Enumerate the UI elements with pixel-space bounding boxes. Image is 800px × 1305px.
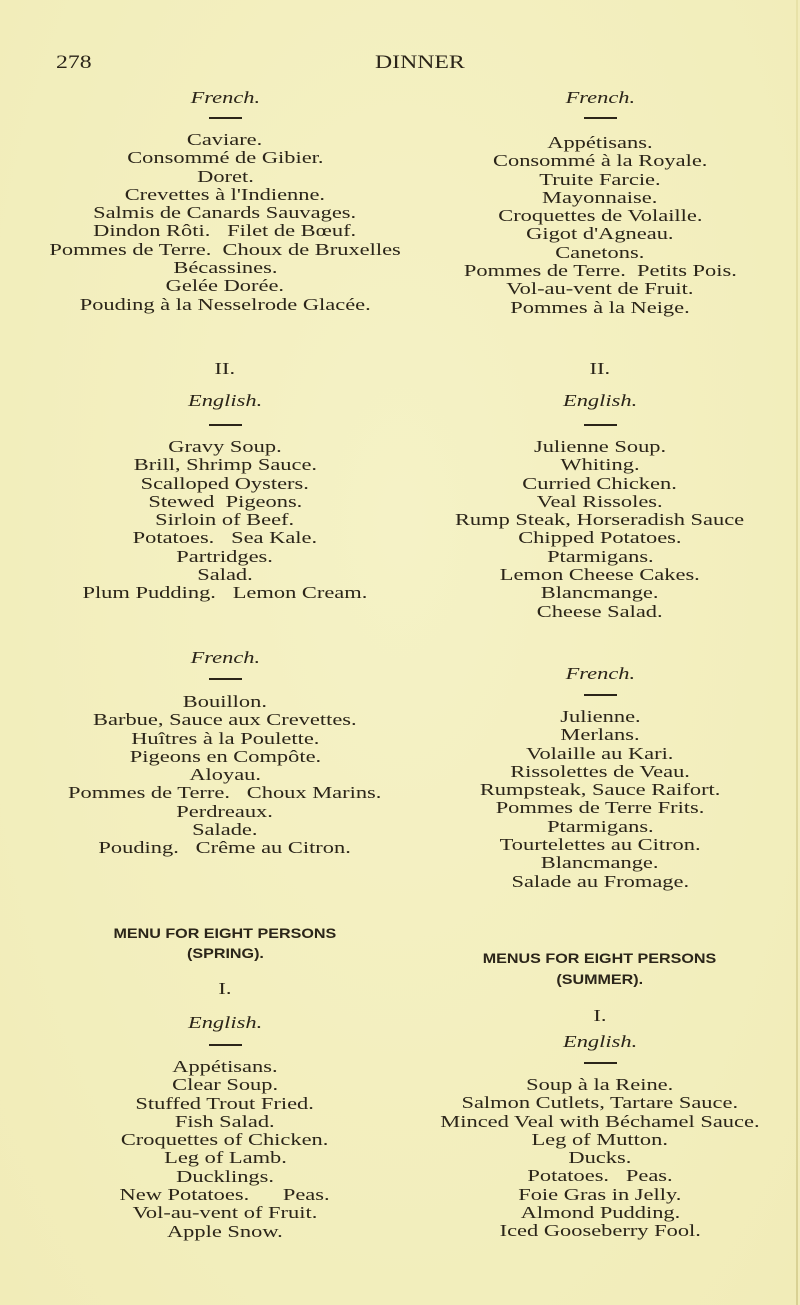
menu-item-text: Pigeons en Compôte. (129, 746, 321, 766)
menu-item (400, 726, 800, 744)
menu-item (25, 566, 425, 584)
menu-item (25, 1168, 425, 1186)
menu-numeral: II. (214, 359, 236, 378)
menu-item-text: Vol-au-vent de Fruit. (506, 279, 694, 299)
menu-item (25, 204, 425, 222)
menu-item-text: Julienne. (559, 707, 641, 726)
menu-season: (SUMMER). (556, 971, 644, 987)
menu-item-text: Apple Snow. (167, 1221, 283, 1241)
menu-item-text: Doret. (196, 166, 254, 186)
menu-item (25, 803, 425, 821)
menu-item-text: Blancmange. (541, 853, 659, 873)
menu-item-text: Almond Pudding. (520, 1203, 680, 1223)
menu-item-text: Rumpsteak, Sauce Raifort. (479, 780, 721, 800)
menu-list (400, 1076, 800, 1241)
section-heading: English. (187, 1013, 263, 1032)
menu-item-text: Volaille au Kari. (526, 743, 674, 763)
menu-item-text: Gigot d'Agneau. (526, 224, 674, 244)
menu-item-text: Ptarmigans. (546, 546, 654, 566)
menu-item (25, 1095, 425, 1113)
menu-item-text: Veal Rissoles. (537, 491, 663, 511)
menu-item-text: Salad. (197, 565, 253, 585)
menu-item-text: Cheese Salad. (537, 601, 663, 621)
menu-item (25, 438, 425, 456)
section-heading: French. (190, 648, 260, 667)
menu-item (400, 299, 800, 317)
menu-item (400, 529, 800, 547)
menu-item-text: Soup à la Reine. (526, 1075, 674, 1094)
menu-item-text: Pommes de Terre. Choux Marins. (68, 783, 382, 803)
menu-item (25, 241, 425, 259)
menu-item (25, 821, 425, 839)
menu-item (25, 584, 425, 602)
menu-item-text: Brill, Shrimp Sauce. (133, 455, 317, 475)
menu-item (400, 799, 800, 817)
menu-item-text: Salmon Cutlets, Tartare Sauce. (461, 1093, 739, 1113)
menu-item (25, 511, 425, 529)
menu-item (400, 438, 800, 456)
menu-item-text: Blancmange. (541, 583, 659, 603)
menu-item (400, 1113, 800, 1131)
menu-list (400, 438, 800, 621)
section-heading: French. (565, 664, 635, 683)
menu-item (400, 152, 800, 170)
menu-item (25, 693, 425, 711)
menu-item (400, 1186, 800, 1204)
menu-item (400, 745, 800, 763)
menu-item-text: Curried Chicken. (522, 473, 678, 493)
menu-item (25, 839, 425, 857)
section-heading: English. (562, 391, 638, 410)
menu-item-text: Julienne Soup. (533, 437, 667, 456)
menu-item (400, 836, 800, 854)
menu-item-text: Clear Soup. (172, 1075, 278, 1095)
menu-item-text: Whiting. (560, 455, 640, 475)
menu-item-text: Vol-au-vent of Fruit. (132, 1203, 318, 1223)
divider-rule (584, 117, 617, 119)
menu-item-text: Pommes de Terre Frits. (495, 798, 705, 818)
menu-item (400, 511, 800, 529)
menu-item-text: Appétisans. (172, 1057, 278, 1076)
menu-item (25, 1076, 425, 1094)
menu-item (400, 584, 800, 602)
menu-item-text: Foie Gras in Jelly. (518, 1184, 682, 1204)
menu-item-text: Salade au Fromage. (511, 871, 689, 891)
menu-item-text: Leg of Lamb. (163, 1148, 287, 1168)
menu-item (400, 1167, 800, 1185)
menu-item (400, 854, 800, 872)
menu-item (25, 168, 425, 186)
menu-item (400, 1222, 800, 1240)
menu-list (25, 438, 425, 603)
menu-item-text: Aloyau. (189, 765, 261, 785)
menu-item-text: Ducklings. (176, 1166, 274, 1186)
section-heading: English. (187, 391, 263, 410)
menu-item-text: Tourtelettes au Citron. (499, 835, 701, 855)
menu-item (400, 708, 800, 726)
menu-item (25, 748, 425, 766)
menu-item (25, 475, 425, 493)
menu-item-text: Truite Farcie. (539, 169, 661, 189)
menu-item-text: Pommes de Terre. Petits Pois. (463, 261, 737, 281)
menu-item (400, 1076, 800, 1094)
menu-item (25, 1149, 425, 1167)
menu-item-text: Caviare. (187, 130, 263, 149)
menu-item-text: Consommé à la Royale. (492, 151, 708, 171)
menu-list (400, 708, 800, 891)
section-heading: English. (562, 1032, 638, 1051)
menu-item (400, 566, 800, 584)
section-heading: French. (565, 88, 635, 107)
menu-item (400, 1204, 800, 1222)
menu-item (400, 873, 800, 891)
menu-item (25, 186, 425, 204)
menu-title: MENU FOR EIGHT PERSONS (113, 925, 337, 941)
menu-item-text: Scalloped Oysters. (140, 473, 310, 493)
menu-item (25, 296, 425, 314)
menu-item-text: Chipped Potatoes. (518, 528, 682, 548)
menu-item-text: Croquettes of Chicken. (121, 1130, 329, 1150)
menu-item-text: Salade. (192, 820, 258, 840)
menu-item (25, 456, 425, 474)
menu-list (25, 131, 425, 314)
menu-item-text: Fish Salad. (175, 1111, 275, 1131)
running-title (0, 52, 800, 74)
menu-item-text: Stuffed Trout Fried. (135, 1093, 315, 1113)
divider-rule (209, 117, 242, 119)
menu-item (25, 1131, 425, 1149)
menu-item-text: Gelée Dorée. (165, 276, 285, 296)
menu-item (25, 766, 425, 784)
menu-item-text: Minced Veal with Béchamel Sauce. (440, 1111, 760, 1131)
menu-item (25, 1113, 425, 1131)
menu-item (25, 711, 425, 729)
menu-item-text: Rump Steak, Horseradish Sauce (455, 510, 745, 530)
menu-item-text: Pommes à la Neige. (510, 297, 690, 317)
menu-item (400, 781, 800, 799)
menu-item-text: Pommes de Terre. Choux de Bruxelles (49, 239, 401, 259)
menu-item-text: Barbue, Sauce aux Crevettes. (93, 710, 357, 730)
menu-title: MENUS FOR EIGHT PERSONS (483, 950, 717, 966)
divider-rule (584, 1062, 617, 1064)
menu-item-text: Salmis de Canards Sauvages. (93, 203, 357, 223)
menu-item (400, 207, 800, 225)
menu-item (25, 131, 425, 149)
menu-item-text: Plum Pudding. Lemon Cream. (82, 583, 368, 603)
menu-item-text: Pouding à la Nesselrode Glacée. (79, 294, 371, 314)
menu-item-text: Potatoes. Sea Kale. (132, 528, 318, 548)
divider-rule (209, 1044, 242, 1046)
menu-season: (SPRING). (186, 945, 264, 961)
menu-item (400, 763, 800, 781)
menu-item (25, 493, 425, 511)
menu-item (400, 493, 800, 511)
menu-list (25, 693, 425, 858)
menu-item (400, 280, 800, 298)
menu-item-text: Canetons. (555, 242, 645, 262)
menu-item-text: Stewed Pigeons. (148, 491, 302, 511)
menu-item-text: Leg of Mutton. (531, 1129, 669, 1149)
menu-item (400, 189, 800, 207)
menu-item-text: Huîtres à la Poulette. (130, 728, 320, 748)
menu-item-text: Partridges. (176, 546, 274, 566)
menu-item-text: Ptarmigans. (546, 816, 654, 836)
divider-rule (209, 424, 242, 426)
menu-item (25, 1058, 425, 1076)
menu-item (400, 1094, 800, 1112)
menu-item-text: Mayonnaise. (542, 187, 658, 207)
menu-item-text: Potatoes. Peas. (527, 1166, 673, 1186)
menu-item (400, 262, 800, 280)
menu-item-text: Rissolettes de Veau. (510, 761, 690, 781)
menu-item-text: Croquettes de Volaille. (497, 206, 703, 226)
menu-item (400, 548, 800, 566)
menu-item (25, 1204, 425, 1222)
menu-item (25, 548, 425, 566)
menu-item-text: Perdreaux. (176, 801, 274, 821)
menu-item (25, 1223, 425, 1241)
menu-item-text: Sirloin of Beef. (155, 510, 295, 530)
section-heading: French. (190, 88, 260, 107)
running-title-text: DINNER (375, 52, 465, 73)
menu-item (400, 475, 800, 493)
menu-item-text: Bécassines. (172, 258, 278, 278)
menu-item-text: Appétisans. (547, 133, 653, 152)
menu-item (25, 259, 425, 277)
divider-rule (209, 678, 242, 680)
menu-item (400, 603, 800, 621)
menu-item-text: New Potatoes. Peas. (119, 1185, 331, 1205)
menu-item-text: Consommé de Gibier. (126, 148, 324, 168)
menu-item-text: Merlans. (560, 725, 640, 745)
menu-item (400, 1149, 800, 1167)
menu-item-text: Lemon Cheese Cakes. (499, 565, 701, 585)
menu-item-text: Pouding. Crême au Citron. (98, 838, 352, 858)
divider-rule (584, 694, 617, 696)
menu-item (400, 134, 800, 152)
menu-item-text: Bouillon. (182, 692, 268, 711)
menu-item (25, 149, 425, 167)
menu-item (400, 244, 800, 262)
menu-item (25, 784, 425, 802)
menu-item (400, 171, 800, 189)
menu-numeral: I. (218, 979, 232, 998)
menu-item (25, 277, 425, 295)
menu-item-text: Ducks. (568, 1148, 632, 1168)
menu-list (25, 1058, 425, 1241)
menu-item (400, 818, 800, 836)
page-number: 278 (56, 52, 92, 73)
divider-rule (584, 424, 617, 426)
menu-list (400, 134, 800, 317)
menu-item (25, 1186, 425, 1204)
menu-item (400, 456, 800, 474)
menu-item (400, 1131, 800, 1149)
menu-item-text: Iced Gooseberry Fool. (499, 1221, 701, 1241)
menu-item (400, 225, 800, 243)
menu-item-text: Crevettes à l'Indienne. (124, 184, 326, 204)
menu-item-text: Dindon Rôti. Filet de Bœuf. (93, 221, 357, 241)
menu-numeral: II. (589, 359, 611, 378)
menu-numeral: I. (593, 1006, 607, 1025)
menu-item (25, 529, 425, 547)
menu-item (25, 730, 425, 748)
menu-item-text: Gravy Soup. (168, 437, 282, 456)
menu-item (25, 222, 425, 240)
